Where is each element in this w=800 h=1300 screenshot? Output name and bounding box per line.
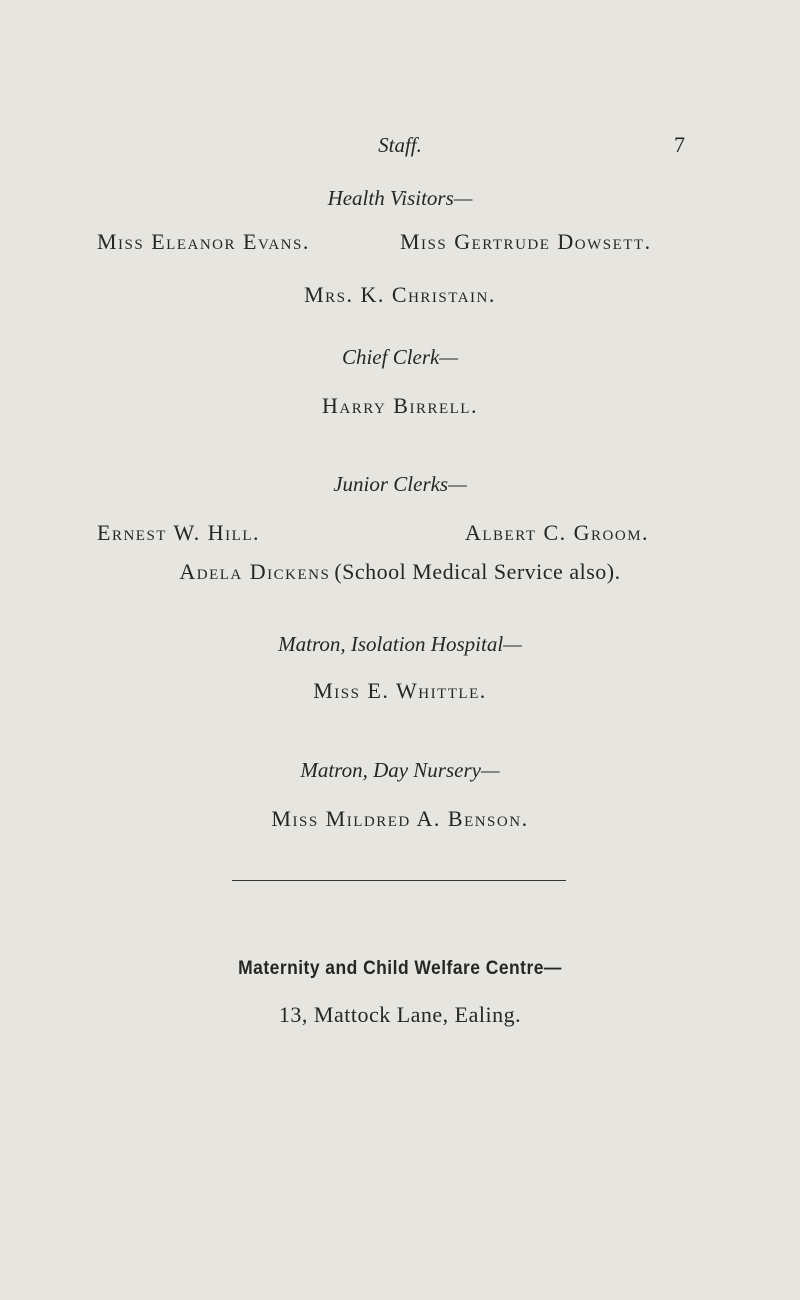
junior-clerk-name: Ernest W. Hill. <box>97 520 260 545</box>
junior-clerk-note-text: (School Medical Service also). <box>334 559 621 584</box>
page-number: 7 <box>674 132 685 157</box>
health-visitor-name: Miss Gertrude Dowsett. <box>400 229 652 254</box>
chief-clerk-heading: Chief Clerk— <box>341 345 459 369</box>
matron-isolation-name: Miss E. Whittle. <box>313 678 487 703</box>
running-title: Staff. <box>378 133 422 157</box>
health-visitor-name: Mrs. K. Christain. <box>304 282 496 307</box>
junior-clerk-name: Albert C. Groom. <box>465 520 650 545</box>
junior-clerk-note-name: Adela Dickens <box>179 559 331 584</box>
welfare-centre-heading: Maternity and Child Welfare Centre— <box>238 958 562 979</box>
matron-isolation-heading: Matron, Isolation Hospital— <box>278 632 522 656</box>
junior-clerk-note-line <box>0 559 800 585</box>
matron-nursery-heading: Matron, Day Nursery— <box>300 758 500 782</box>
health-visitor-name: Miss Eleanor Evans. <box>97 229 310 254</box>
chief-clerk-name: Harry Birrell. <box>322 393 478 418</box>
matron-nursery-name: Miss Mildred A. Benson. <box>271 806 529 831</box>
health-visitors-heading: Health Visitors— <box>327 186 473 210</box>
junior-clerks-heading: Junior Clerks— <box>333 472 467 496</box>
welfare-centre-address: 13, Mattock Lane, Ealing. <box>278 1002 522 1027</box>
section-divider <box>232 880 566 881</box>
